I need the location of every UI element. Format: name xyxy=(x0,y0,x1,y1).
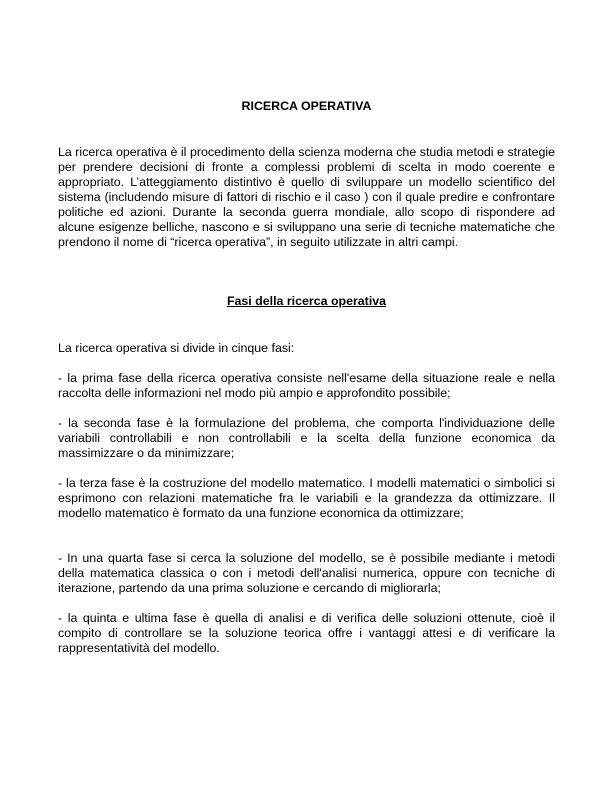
phase-5-paragraph: - la quinta e ultima fase è quella di analisi e di verifica delle soluzioni ottenute, cioè il compito di controllare se la soluzione teorica offre i vantaggi attesi e di verificare la rappresentatività del modello. xyxy=(58,611,555,655)
section-title: Fasi della ricerca operativa xyxy=(226,294,387,308)
section-intro: La ricerca operativa si divide in cinque fasi: xyxy=(58,341,295,355)
phase-1-paragraph: - la prima fase della ricerca operativa consiste nell'esame della situazione reale e nella raccolta delle informazioni nel modo più ampio e approfondito possibile; xyxy=(58,371,555,400)
document-title: RICERCA OPERATIVA xyxy=(241,99,372,113)
phase-4-paragraph: - In una quarta fase si cerca la soluzione del modello, se è possibile mediante i metodi della matematica classica o con i metodi dell'analisi numerica, oppure con tecniche di iterazione, partendo da una prima soluzione e cercando di migliorarla; xyxy=(58,551,555,595)
phase-2-paragraph: - la seconda fase è la formulazione del problema, che comporta l'individuazione delle variabili controllabili e non controllabili e la scelta della funzione economica da massimizzare o da minimizzare; xyxy=(58,416,555,460)
phase-3-paragraph: - la terza fase è la costruzione del modello matematico. I modelli matematici o simbolici si esprimono con relazioni matematiche fra le variabili e la grandezza da ottimizzare. Il modello matematico è formato da una funzione economica da ottimizzare; xyxy=(58,476,555,520)
intro-paragraph: La ricerca operativa è il procedimento della scienza moderna che studia metodi e strategie per prendere decisioni di fronte a complessi problemi di scelta in modo coerente e appropriato. L’atteggiamento distintivo è quello di sviluppare un modello scientifico del sistema (includendo misure di fattori di rischio e il caso ) con il quale predire e confrontare politiche ed azioni. Durante la seconda guerra mondiale, allo scopo di rispondere ad alcune esigenze belliche, nascono e si sviluppano una serie di tecniche matematiche che prendono il nome di “ricerca operativa”, in seguito utilizzate in altri campi. xyxy=(58,145,555,249)
